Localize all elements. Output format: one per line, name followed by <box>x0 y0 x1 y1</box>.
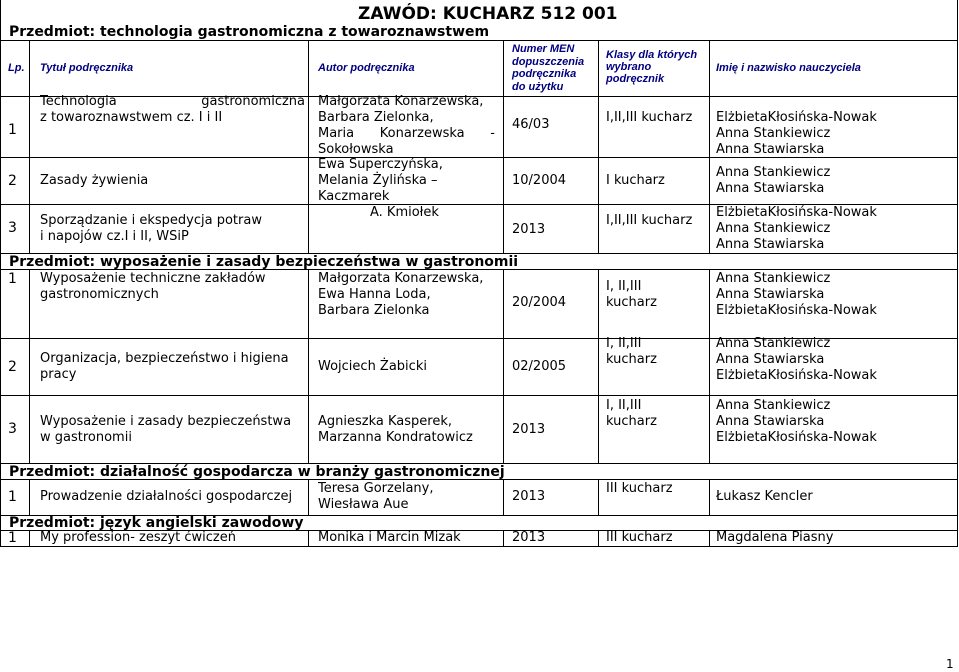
row-author <box>318 481 434 513</box>
line <box>709 40 710 253</box>
row-lp: 1 <box>8 271 17 287</box>
row-num: 2013 <box>512 422 546 437</box>
row-title <box>40 213 262 245</box>
row-title-line: Wyposażenie i zasady bezpieczeństwa <box>40 414 292 429</box>
section-title: Przedmiot: działalność gospodarcza w branży gastronomicznej <box>9 464 505 480</box>
line <box>709 269 710 463</box>
row-num: 46/03 <box>512 117 550 132</box>
row-author-word: Maria <box>318 126 355 141</box>
teacher: Anna Stawiarska <box>716 181 825 196</box>
row-title-line: pracy <box>40 367 77 382</box>
row-teachers <box>716 398 877 446</box>
teacher: ElżbietaKłosińska-Nowak <box>716 205 877 220</box>
line <box>29 530 30 546</box>
line <box>0 395 958 396</box>
row-title <box>40 271 266 303</box>
row-klasy-line: I, II,III <box>606 279 642 294</box>
page-number: 1 <box>946 657 954 671</box>
row-lp: 2 <box>8 173 17 189</box>
row-author <box>318 271 483 319</box>
row-author: Wojciech Żabicki <box>318 359 427 374</box>
line <box>957 0 958 547</box>
row-lp: 3 <box>8 220 17 236</box>
row-klasy: I,II,III kucharz <box>606 110 693 125</box>
row-author <box>318 94 500 158</box>
header-klasy-line: Klasy dla których <box>606 49 698 61</box>
row-num: 02/2005 <box>512 359 567 374</box>
row-klasy <box>606 279 657 311</box>
line <box>29 269 30 463</box>
row-author-line: Sokołowska <box>318 142 394 157</box>
line <box>0 0 1 547</box>
row-klasy-line: I, II,III <box>606 398 642 413</box>
row-author-word: Konarzewska <box>379 126 465 141</box>
line <box>308 269 309 463</box>
header-tytul: Tytuł podręcznika <box>40 62 134 74</box>
row-lp: 1 <box>8 489 17 505</box>
teacher: Anna Stankiewicz <box>716 221 831 236</box>
line <box>308 40 309 253</box>
teacher: Anna Stankiewicz <box>716 336 831 351</box>
line <box>709 530 710 546</box>
row-klasy: III kucharz <box>606 481 673 496</box>
row-author-line <box>318 126 500 142</box>
row-teachers <box>716 205 877 253</box>
header-klasy-line: wybrano <box>606 61 652 73</box>
row-title: My profession- zeszyt ćwiczeń <box>40 530 236 545</box>
header-imie: Imię i nazwisko nauczyciela <box>716 62 861 74</box>
row-num: 2013 <box>512 222 546 237</box>
row-author-line: Marzanna Kondratowicz <box>318 430 473 445</box>
row-author-line: Agnieszka Kasperek, <box>318 414 452 429</box>
row-author-line: Małgorzata Konarzewska, <box>318 271 484 286</box>
row-klasy: I kucharz <box>606 173 665 188</box>
row-author <box>318 414 473 446</box>
section-title: Przedmiot: język angielski zawodowy <box>9 515 304 531</box>
section-title: Przedmiot: wyposażenie i zasady bezpieczeństwa w gastronomii <box>9 254 519 270</box>
row-lp: 2 <box>8 359 17 375</box>
teacher: Anna Stawiarska <box>716 142 825 157</box>
line <box>598 269 599 463</box>
row-title-line: Sporządzanie i ekspedycja potraw <box>40 213 262 228</box>
header-autor: Autor podręcznika <box>318 62 415 74</box>
line <box>503 479 504 515</box>
row-num: 10/2004 <box>512 173 567 188</box>
teacher: Anna Stawiarska <box>716 287 825 302</box>
row-klasy-line: kucharz <box>606 295 657 310</box>
row-lp: 1 <box>8 122 17 138</box>
row-num: 2013 <box>512 489 546 504</box>
line <box>503 40 504 253</box>
row-num: 2013 <box>512 530 546 545</box>
teacher: ElżbietaKłosińska-Nowak <box>716 110 877 125</box>
row-author-line: Ewa Superczyńska, <box>318 157 443 172</box>
teacher: Anna Stankiewicz <box>716 126 831 141</box>
row-lp: 1 <box>8 530 17 546</box>
row-title-line: gastronomicznych <box>40 287 159 302</box>
line <box>709 479 710 515</box>
row-teachers: Łukasz Kencler <box>716 489 813 504</box>
row-author <box>318 157 443 205</box>
row-teachers <box>716 165 830 197</box>
teacher: Anna Stankiewicz <box>716 165 831 180</box>
row-title: Prowadzenie działalności gospodarczej <box>40 489 293 504</box>
header-numer <box>512 43 584 93</box>
teacher: Anna Stawiarska <box>716 352 825 367</box>
teacher: ElżbietaKłosińska-Nowak <box>716 430 877 445</box>
row-teachers <box>716 110 877 158</box>
row-author-word: - <box>490 126 495 141</box>
header-lp: Lp. <box>8 62 25 74</box>
row-klasy: III kucharz <box>606 530 673 545</box>
section-title: Przedmiot: technologia gastronomiczna z towaroznawstwem <box>9 24 490 40</box>
row-klasy-line: I, II,III <box>606 336 642 351</box>
line <box>598 479 599 515</box>
row-teachers <box>716 271 877 319</box>
row-num: 20/2004 <box>512 295 567 310</box>
row-title: Zasady żywienia <box>40 173 149 188</box>
row-author-line: Teresa Gorzelany, <box>318 481 434 496</box>
header-numer-line: do użytku <box>512 80 564 93</box>
line <box>29 479 30 515</box>
line <box>598 530 599 546</box>
row-author: A. Kmiołek <box>370 205 439 220</box>
row-klasy-line: kucharz <box>606 414 657 429</box>
teacher: Anna Stawiarska <box>716 237 825 252</box>
line <box>0 40 958 41</box>
header-numer-line: dopuszczenia <box>512 55 585 68</box>
line <box>598 40 599 253</box>
row-teachers <box>716 336 877 384</box>
header-numer-line: Numer MEN <box>512 43 575 55</box>
row-author-line: Barbara Zielonka <box>318 303 430 318</box>
row-title <box>40 94 305 126</box>
row-title-line: w gastronomii <box>40 430 132 445</box>
row-author-line: Ewa Hanna Loda, <box>318 287 431 302</box>
teacher: Anna Stankiewicz <box>716 271 831 286</box>
row-author-line: Melania Żylińska – <box>318 173 438 188</box>
row-author: Monika i Marcin Mizak <box>318 530 461 545</box>
row-klasy: I,II,III kucharz <box>606 213 693 228</box>
teacher: Anna Stankiewicz <box>716 398 831 413</box>
row-title-line <box>40 94 305 110</box>
row-teachers: Magdalena Piasny <box>716 530 834 545</box>
line <box>0 546 958 547</box>
row-author-line: Kaczmarek <box>318 189 390 204</box>
row-title <box>40 414 291 446</box>
header-numer-line: podręcznika <box>512 68 577 80</box>
header-klasy <box>606 49 697 85</box>
line <box>503 530 504 546</box>
teacher: ElżbietaKłosińska-Nowak <box>716 368 877 383</box>
row-title-word: gastronomiczna <box>201 94 305 109</box>
row-title-line: z towaroznawstwem cz. I i II <box>40 110 223 125</box>
row-klasy-line: kucharz <box>606 352 657 367</box>
row-title-line: Wyposażenie techniczne zakładów <box>40 271 266 286</box>
row-author-line: Barbara Zielonka, <box>318 110 434 125</box>
line <box>503 269 504 463</box>
line <box>308 479 309 515</box>
header-klasy-line: podręcznik <box>606 73 665 85</box>
row-klasy <box>606 398 657 430</box>
row-title-word: Technologia <box>40 94 117 109</box>
teacher: ElżbietaKłosińska-Nowak <box>716 303 877 318</box>
row-author-line: Wiesława Aue <box>318 497 409 512</box>
row-title-line: Organizacja, bezpieczeństwo i higiena <box>40 351 289 366</box>
row-klasy <box>606 336 657 368</box>
row-title <box>40 351 289 383</box>
line <box>308 530 309 546</box>
row-author-line: Małgorzata Konarzewska, <box>318 94 484 109</box>
line <box>29 40 30 253</box>
row-title-line: i napojów cz.I i II, WSiP <box>40 229 189 244</box>
zawod-title: ZAWÓD: KUCHARZ 512 001 <box>358 4 618 24</box>
teacher: Anna Stawiarska <box>716 414 825 429</box>
row-lp: 3 <box>8 421 17 437</box>
